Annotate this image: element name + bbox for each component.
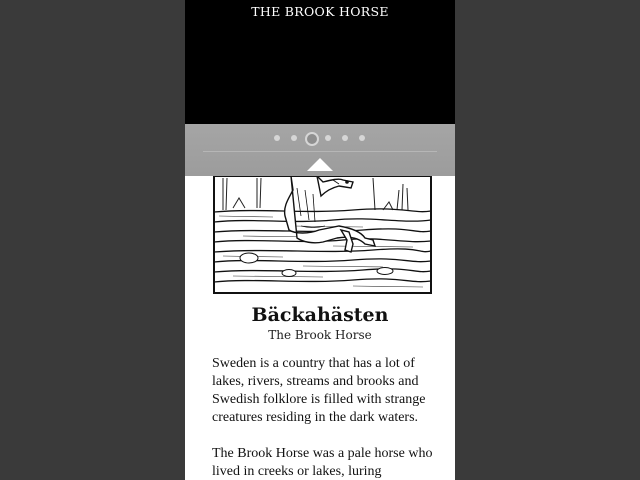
paragraph: The Brook Horse was a pale horse who lived in creeks or lakes, luring xyxy=(212,446,433,479)
page-indicator-bar xyxy=(185,124,455,176)
page-dot[interactable] xyxy=(274,135,280,141)
divider xyxy=(203,151,437,152)
article-body xyxy=(212,355,434,480)
page-dot[interactable] xyxy=(359,135,365,141)
page-dots xyxy=(185,132,455,146)
page-dot-active[interactable] xyxy=(305,132,319,146)
article-heading: Bäckahästen xyxy=(251,304,389,326)
page-dot[interactable] xyxy=(291,135,297,141)
phone-screen xyxy=(185,0,455,480)
header-area xyxy=(185,0,455,124)
collapse-arrow-icon[interactable] xyxy=(307,158,333,171)
paragraph: Sweden is a country that has a lot of lakes, rivers, streams and brooks and Swedish folklore is filled with strange creatures residing in the dark waters. xyxy=(212,356,426,425)
page-dot[interactable] xyxy=(325,135,331,141)
screen-title: THE BROOK HORSE xyxy=(251,4,389,19)
page-dot[interactable] xyxy=(342,135,348,141)
brook-horse-illustration xyxy=(213,176,432,294)
article-subheading: The Brook Horse xyxy=(268,328,372,342)
